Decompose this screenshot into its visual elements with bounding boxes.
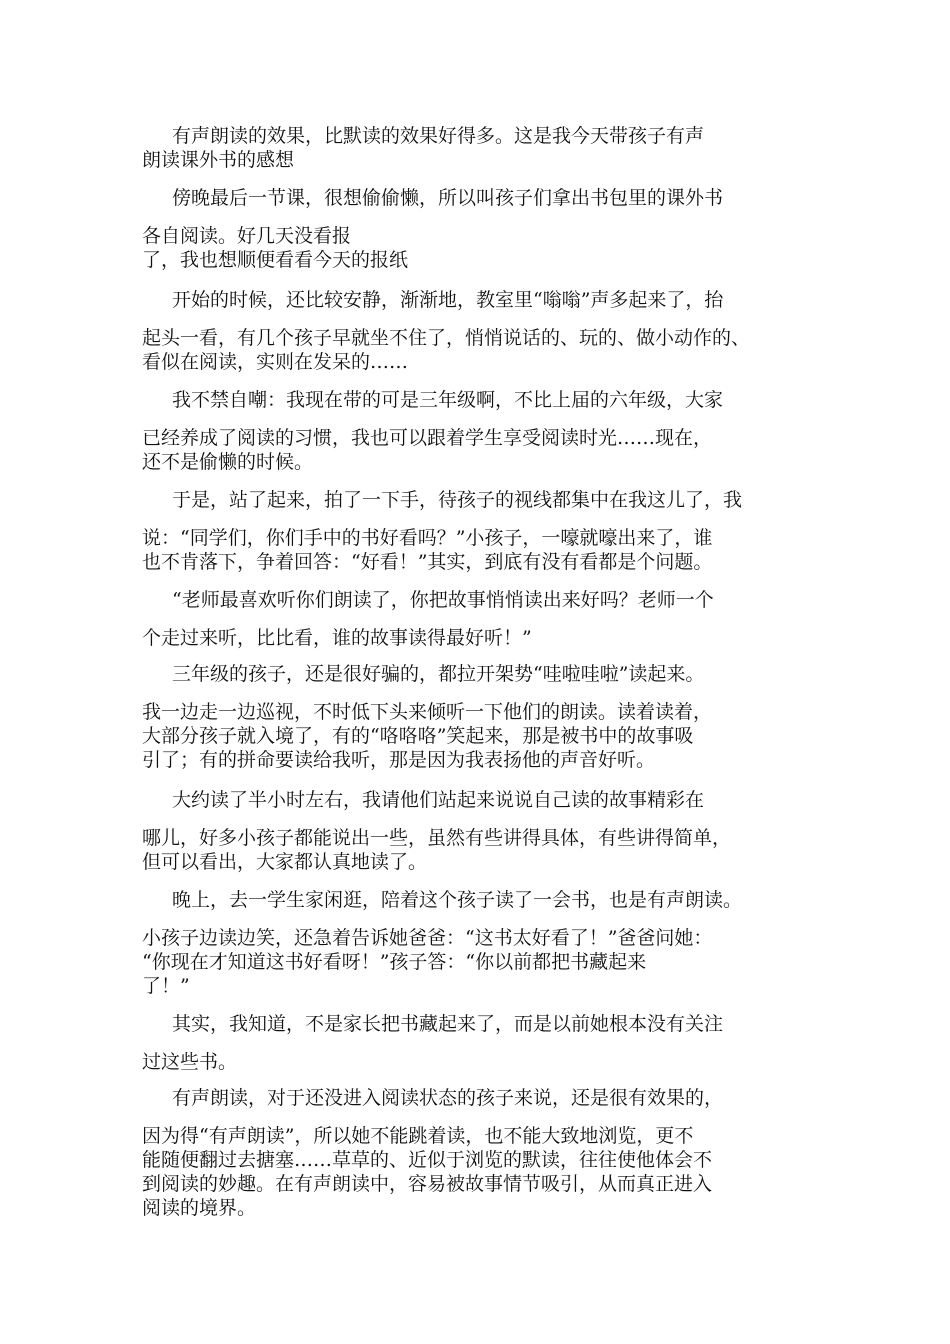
- text-line: 了！”: [142, 975, 190, 997]
- text-line: 其实，我知道，不是家长把书藏起来了，而是以前她根本没有关注: [172, 1013, 724, 1035]
- text-line: 阅读的境界。: [142, 1197, 257, 1219]
- text-line: 三年级的孩子，还是很好骗的，都拉开架势“哇啦哇啦”读起来。: [172, 663, 705, 685]
- text-line: 到阅读的妙趣。在有声朗读中，容易被故事情节吸引，从而真正进入: [142, 1173, 713, 1195]
- paragraph-6: [142, 588, 818, 650]
- text-line: 于是，站了起来，拍了一下手，待孩子的视线都集中在我这儿了，我: [172, 489, 743, 511]
- text-line: 我一边走一边巡视，不时低下头来倾听一下他们的朗读。读着读着，: [142, 701, 713, 723]
- text-line: 朗读课外书的感想: [142, 149, 295, 171]
- paragraph-11: [142, 1086, 818, 1220]
- text-line: 已经养成了阅读的习惯，我也可以跟着学生享受阅读时光……现在，: [142, 427, 713, 449]
- text-line: “老师最喜欢听你们朗读了，你把故事悄悄读出来好吗？老师一个: [172, 589, 714, 611]
- paragraph-8: [142, 788, 818, 874]
- text-line: 我不禁自嘲：我现在带的可是三年级啊，不比上届的六年级，大家: [172, 389, 724, 411]
- text-line: 有声朗读，对于还没进入阅读状态的孩子来说，还是很有效果的，: [172, 1087, 724, 1109]
- text-line: “你现在才知道这书好看呀！”孩子答：“你以前都把书藏起来: [142, 951, 647, 973]
- text-line: 开始的时候，还比较安静，渐渐地，教室里“嗡嗡”声多起来了，抬: [172, 289, 724, 311]
- text-line: 看似在阅读，实则在发呆的……: [142, 351, 409, 373]
- paragraph-9: [142, 888, 818, 998]
- text-line: 因为得“有声朗读”，所以她不能跳着读，也不能大致地浏览，更不: [142, 1125, 694, 1147]
- paragraph-7: [142, 662, 818, 772]
- text-line: 各自阅读。好几天没看报: [142, 225, 352, 247]
- text-line: 也不肯落下，争着回答：“好看！”其实，到底有没有看都是个问题。: [142, 551, 713, 573]
- text-line: 了，我也想顺便看看今天的报纸: [142, 249, 409, 271]
- paragraph-2: [142, 186, 818, 272]
- text-line: 能随便翻过去搪塞……草草的、近似于浏览的默读，往往使他体会不: [142, 1149, 713, 1171]
- text-line: 但可以看出，大家都认真地读了。: [142, 851, 428, 873]
- text-line: 小孩子边读边笑，还急着告诉她爸爸：“这书太好看了！”爸爸问她：: [142, 927, 713, 949]
- text-line: 有声朗读的效果，比默读的效果好得多。这是我今天带孩子有声: [172, 125, 705, 147]
- text-line: 傍晚最后一节课，很想偷偷懒，所以叫孩子们拿出书包里的课外书: [172, 187, 724, 209]
- text-line: 起头一看，有几个孩子早就坐不住了，悄悄说话的、玩的、做小动作的、: [142, 327, 751, 349]
- text-line: 哪儿，好多小孩子都能说出一些，虽然有些讲得具体，有些讲得简单，: [142, 827, 732, 849]
- text-line: 晚上，去一学生家闲逛，陪着这个孩子读了一会书，也是有声朗读。: [172, 889, 743, 911]
- paragraph-5: [142, 488, 818, 574]
- text-line: 大部分孩子就入境了，有的“咯咯咯”笑起来，那是被书中的故事吸: [142, 725, 694, 747]
- text-line: 引了；有的拼命要读给我听，那是因为我表扬他的声音好听。: [142, 749, 656, 771]
- text-line: 大约读了半小时左右，我请他们站起来说说自己读的故事精彩在: [172, 789, 705, 811]
- text-line: 个走过来听，比比看，谁的故事读得最好听！”: [142, 627, 532, 649]
- paragraph-10: [142, 1012, 818, 1074]
- text-line: 还不是偷懒的时候。: [142, 451, 314, 473]
- paragraph-4: [142, 388, 818, 474]
- paragraph-3: [142, 288, 818, 374]
- text-line: 过这些书。: [142, 1051, 238, 1073]
- text-line: 说：“同学们，你们手中的书好看吗？”小孩子，一嚎就嚎出来了，谁: [142, 527, 713, 549]
- paragraph-1: [142, 124, 818, 172]
